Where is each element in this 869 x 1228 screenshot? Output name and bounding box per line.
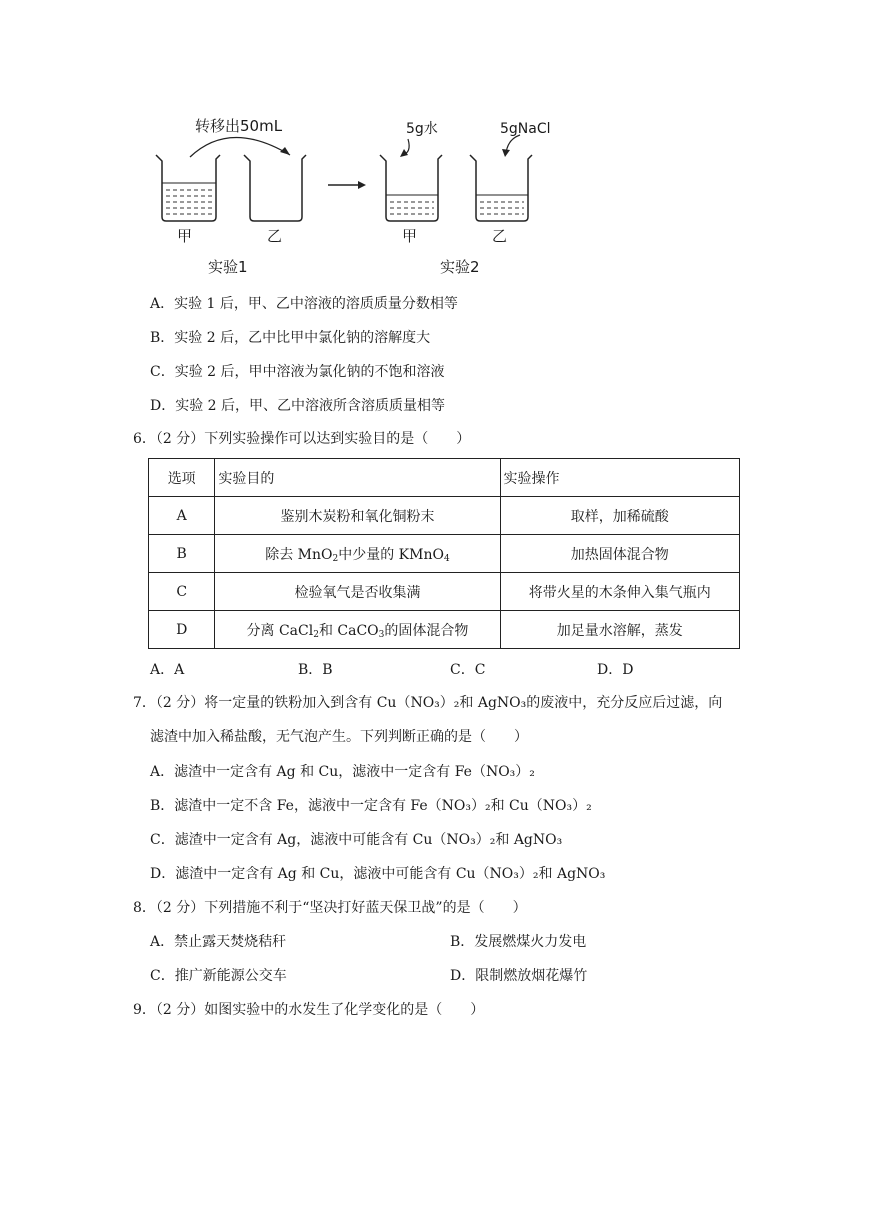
q8-option-c: C．推广新能源公交车 [150, 968, 287, 984]
row-operation: 取样，加稀硫酸 [500, 497, 739, 535]
row-option: A [149, 497, 215, 535]
q5-option-d: D．实验 2 后，甲、乙中溶液所含溶质质量相等 [150, 398, 446, 414]
table-row [149, 611, 740, 649]
q8-stem: 8．（2 分）下列措施不利于“坚决打好蓝天保卫战”的是（ ） [133, 900, 527, 916]
q7-stem-line2: 滤渣中加入稀盐酸，无气泡产生。下列判断正确的是（ ） [150, 729, 528, 745]
beaker-experiment-figure [140, 105, 600, 290]
q5-option-c: C．实验 2 后，甲中溶液为氯化钠的不饱和溶液 [150, 364, 445, 380]
label-exp1: 实验1 [208, 258, 248, 276]
q7-stem-line1: 7．（2 分）将一定量的铁粉加入到含有 Cu（NO₃）₂和 AgNO₃的废液中，充分反应后过滤，向 [133, 695, 723, 711]
table-row [149, 497, 740, 535]
q7-option-a: A．滤渣中一定含有 Ag 和 Cu，滤液中一定含有 Fe（NO₃）₂ [150, 764, 535, 780]
label-yi-exp1: 乙 [267, 227, 283, 245]
q6-answer-b: B．B [298, 662, 333, 678]
row-operation: 将带火星的木条伸入集气瓶内 [500, 573, 739, 611]
beaker-yi-exp1 [244, 155, 306, 221]
label-yi-exp2: 乙 [492, 227, 508, 245]
q8-option-b: B．发展燃煤火力发电 [450, 934, 587, 950]
row-option: B [149, 535, 215, 573]
q6-answer-a: A．A [150, 662, 185, 678]
q7-option-d: D．滤渣中一定含有 Ag 和 Cu，滤液中可能含有 Cu（NO₃）₂和 AgNO₃ [150, 866, 606, 882]
row-goal: 除去 MnO$_2$中少量的 KMnO$_4$ [215, 535, 500, 573]
q6-answer-d: D．D [597, 662, 634, 678]
row-option: C [149, 573, 215, 611]
row-goal: 鉴别木炭粉和氧化铜粉末 [215, 497, 500, 535]
header-operation: 实验操作 [500, 459, 739, 497]
q8-option-a: A．禁止露天焚烧秸秆 [150, 934, 287, 950]
header-option: 选项 [149, 459, 215, 497]
transfer-arrow [190, 137, 290, 157]
label-exp2: 实验2 [440, 258, 480, 276]
q6-answer-c: C．C [450, 662, 486, 678]
q5-option-b: B．实验 2 后，乙中比甲中氯化钠的溶解度大 [150, 330, 431, 346]
table-row [149, 573, 740, 611]
label-water: 5g水 [406, 121, 438, 137]
label-nacl: 5gNaCl [500, 121, 551, 137]
row-option: D [149, 611, 215, 649]
beaker-yi-exp2 [470, 155, 532, 221]
q5-option-a: A．实验 1 后，甲、乙中溶液的溶质质量分数相等 [150, 296, 458, 312]
label-jia-exp1: 甲 [177, 227, 193, 245]
header-goal: 实验目的 [215, 459, 500, 497]
row-goal: 分离 CaCl$_2$和 CaCO$_3$的固体混合物 [215, 611, 500, 649]
q6-table [148, 458, 740, 649]
beaker-jia-exp1 [156, 155, 220, 221]
label-jia-exp2: 甲 [402, 227, 418, 245]
q7-option-c: C．滤渣中一定含有 Ag，滤液中可能含有 Cu（NO₃）₂和 AgNO₃ [150, 832, 563, 848]
row-goal: 检验氧气是否收集满 [215, 573, 500, 611]
table-row [149, 535, 740, 573]
q7-option-b: B．滤渣中一定不含 Fe，滤液中一定含有 Fe（NO₃）₂和 Cu（NO₃）₂ [150, 798, 592, 814]
q9-stem: 9．（2 分）如图实验中的水发生了化学变化的是（ ） [133, 1002, 485, 1018]
row-operation: 加热固体混合物 [500, 535, 739, 573]
label-transfer: 转移出50mL [195, 117, 283, 135]
beaker-jia-exp2 [380, 155, 442, 221]
q6-stem: 6．（2 分）下列实验操作可以达到实验目的是（ ） [133, 431, 471, 447]
q8-option-d: D．限制燃放烟花爆竹 [450, 968, 588, 984]
table-header-row [149, 459, 740, 497]
row-operation: 加足量水溶解，蒸发 [500, 611, 739, 649]
